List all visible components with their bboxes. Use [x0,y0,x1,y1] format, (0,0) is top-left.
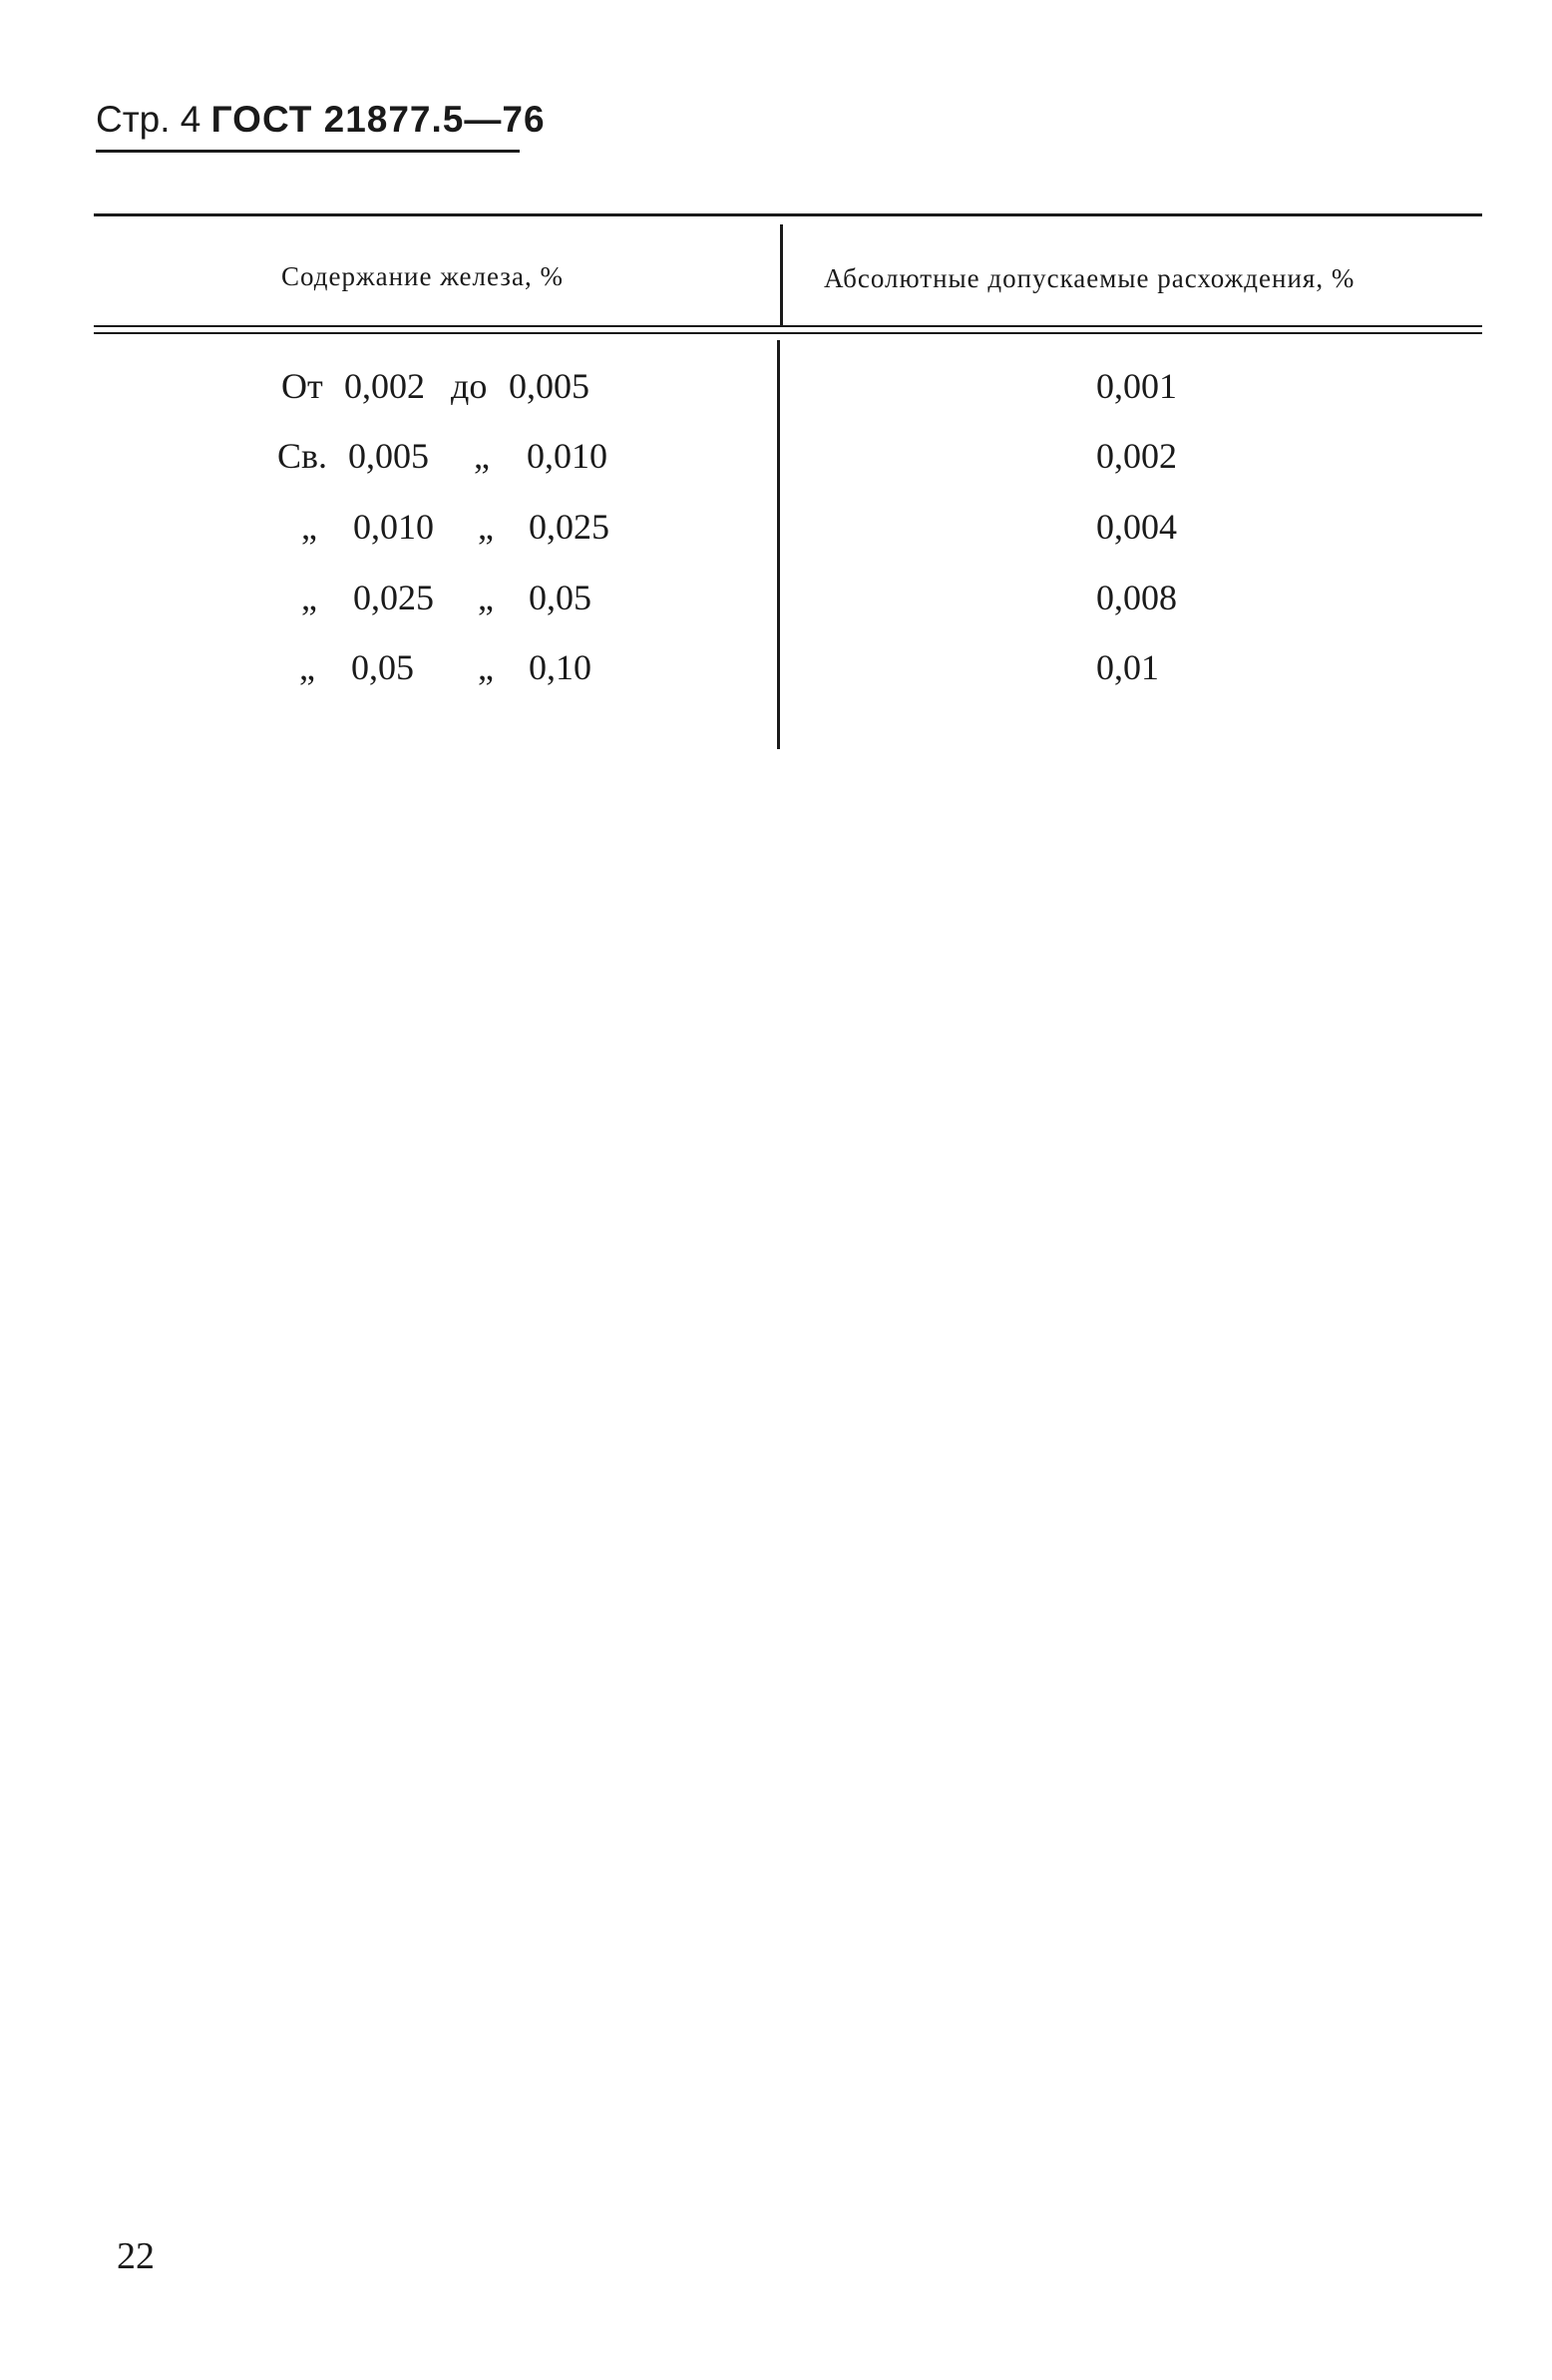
range-from: 0,025 [353,578,434,617]
range-separator: „ [474,436,490,476]
table-header-rule-1 [94,325,1482,327]
range-prefix: „ [301,578,317,617]
tolerance-value: 0,001 [1096,366,1177,406]
range-to: 0,05 [529,578,591,617]
tolerance-value: 0,004 [1096,507,1177,547]
tolerance-value: 0,008 [1096,578,1177,617]
range-prefix: Св. [277,436,328,476]
range-separator: до [451,366,488,406]
column-header-iron-content: Содержание железа, % [281,261,564,291]
table-header-rule-2 [94,332,1482,334]
page-label: Стр. 4 [96,99,201,140]
range-prefix: От [281,366,323,406]
range-to: 0,010 [527,436,607,476]
range-from: 0,05 [351,647,414,687]
tolerance-value: 0,002 [1096,436,1177,476]
tolerance-value: 0,01 [1096,647,1159,687]
standard-number: ГОСТ 21877.5—76 [210,99,546,140]
range-separator: „ [478,647,494,687]
range-prefix: „ [301,507,317,547]
page-number: 22 [117,2235,155,2277]
column-header-tolerance: Абсолютные допускаемые расхождения, % [824,263,1356,293]
range-from: 0,005 [348,436,429,476]
range-separator: „ [478,578,494,617]
range-separator: „ [478,507,494,547]
table-column-divider-body [777,340,780,749]
range-from: 0,010 [353,507,434,547]
running-header [96,98,546,142]
range-from: 0,002 [344,366,425,406]
range-to: 0,10 [529,647,591,687]
table-top-rule [94,213,1482,216]
range-prefix: „ [299,647,315,687]
range-to: 0,025 [529,507,609,547]
header-underline [96,150,520,153]
table-column-divider-header [780,224,783,325]
range-to: 0,005 [509,366,589,406]
